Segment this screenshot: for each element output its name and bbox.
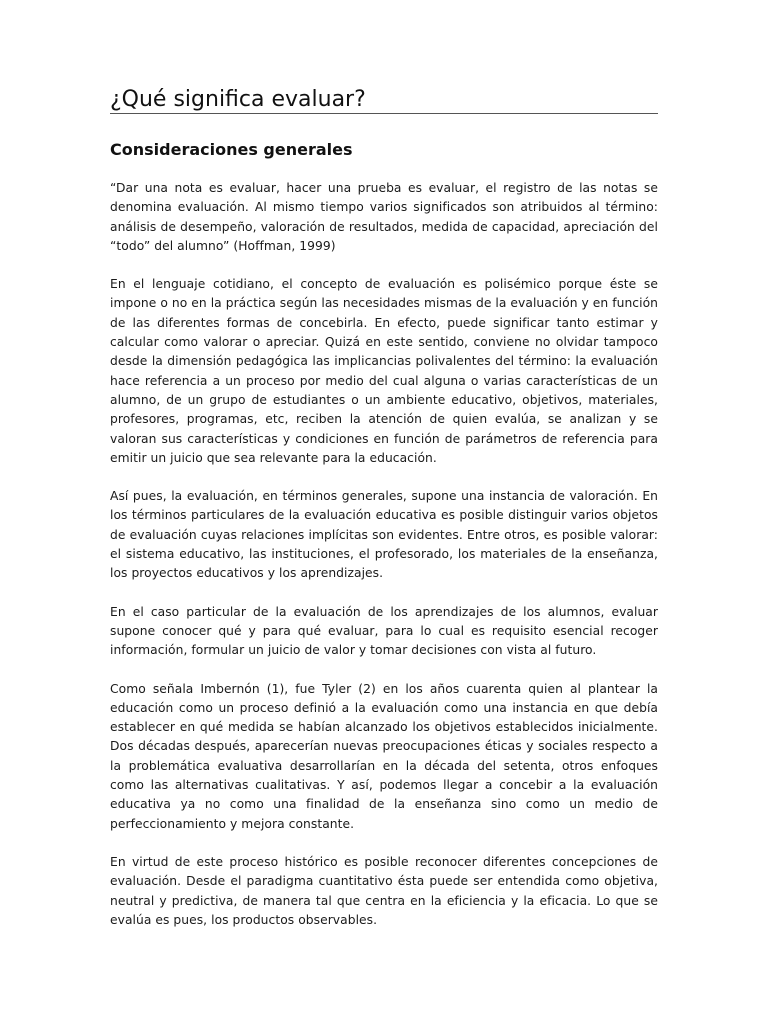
paragraph-valuation: Así pues, la evaluación, en términos generales, supone una instancia de valoración. En los términos particulares de la evaluación educativa es posible distinguir varios objetos de evaluación cuyas relaciones implícitas son evidentes. Entre otros, es posible valorar: el sistema educativo, las instituciones, el profesorado, los materiales de la enseñanza, los proyectos educativos y los aprendizajes. <box>110 489 658 581</box>
section-heading: Consideraciones generales <box>110 140 353 159</box>
paragraph-history: Como señala Imbernón (1), fue Tyler (2) en los años cuarenta quien al plantear la educación como un proceso definió a la evaluación como una instancia en que debía establecer en qué medida se habían alcanzado los objetivos establecidos inicialmente. Dos décadas después, aparecerían nuevas preocupaciones éticas y sociales respecto a la problemática evaluativa desarrollarían en la década del setenta, otros enfoques como las alternativas cualitativas. Y así, podemos llegar a concebir a la evaluación educativa ya no como una finalidad de la enseñanza sino como un medio de perfeccionamiento y mejora constante. <box>110 681 658 831</box>
page-title: ¿Qué significa evaluar? <box>110 86 658 114</box>
paragraph-quote: “Dar una nota es evaluar, hacer una prueba es evaluar, el registro de las notas se denomina evaluación. Al mismo tiempo varios significados son atribuidos al término: análisis de desempeño, valoración de resultados, medida de capacidad, apreciación del “todo” del alumno” (Hoffman, 1999) <box>110 181 658 253</box>
paragraph-conceptions: En virtud de este proceso histórico es posible reconocer diferentes concepciones de evaluación. Desde el paradigma cuantitativo ésta puede ser entendida como objetiva, neutral y predictiva, de manera tal que centra en la eficiencia y la eficacia. Lo que se evalúa es pues, los productos observables. <box>110 854 658 927</box>
document-body <box>110 179 658 949</box>
paragraph-polysemy: En el lenguaje cotidiano, el concepto de evaluación es polisémico porque éste se impone o no en la práctica según las necesidades mismas de la evaluación y en función de las diferentes formas de concebirla. En efecto, puede significar tanto estimar y calcular como valorar o apreciar. Quizá en este sentido, conviene no olvidar tampoco desde la dimensión pedagógica las implicancias polivalentes del término: la evaluación hace referencia a un proceso por medio del cual alguna o varias características de un alumno, de un grupo de estudiantes o un ambiente educativo, objetivos, materiales, profesores, programas, etc, reciben la atención de quien evalúa, se analizan y se valoran sus características y condiciones en función de parámetros de referencia para emitir un juicio que sea relevante para la educación. <box>110 277 658 465</box>
paragraph-learning-evaluation: En el caso particular de la evaluación de los aprendizajes de los alumnos, evaluar supone conocer qué y para qué evaluar, para lo cual es requisito esencial recoger información, formular un juicio de valor y tomar decisiones con vista al futuro. <box>110 604 658 658</box>
